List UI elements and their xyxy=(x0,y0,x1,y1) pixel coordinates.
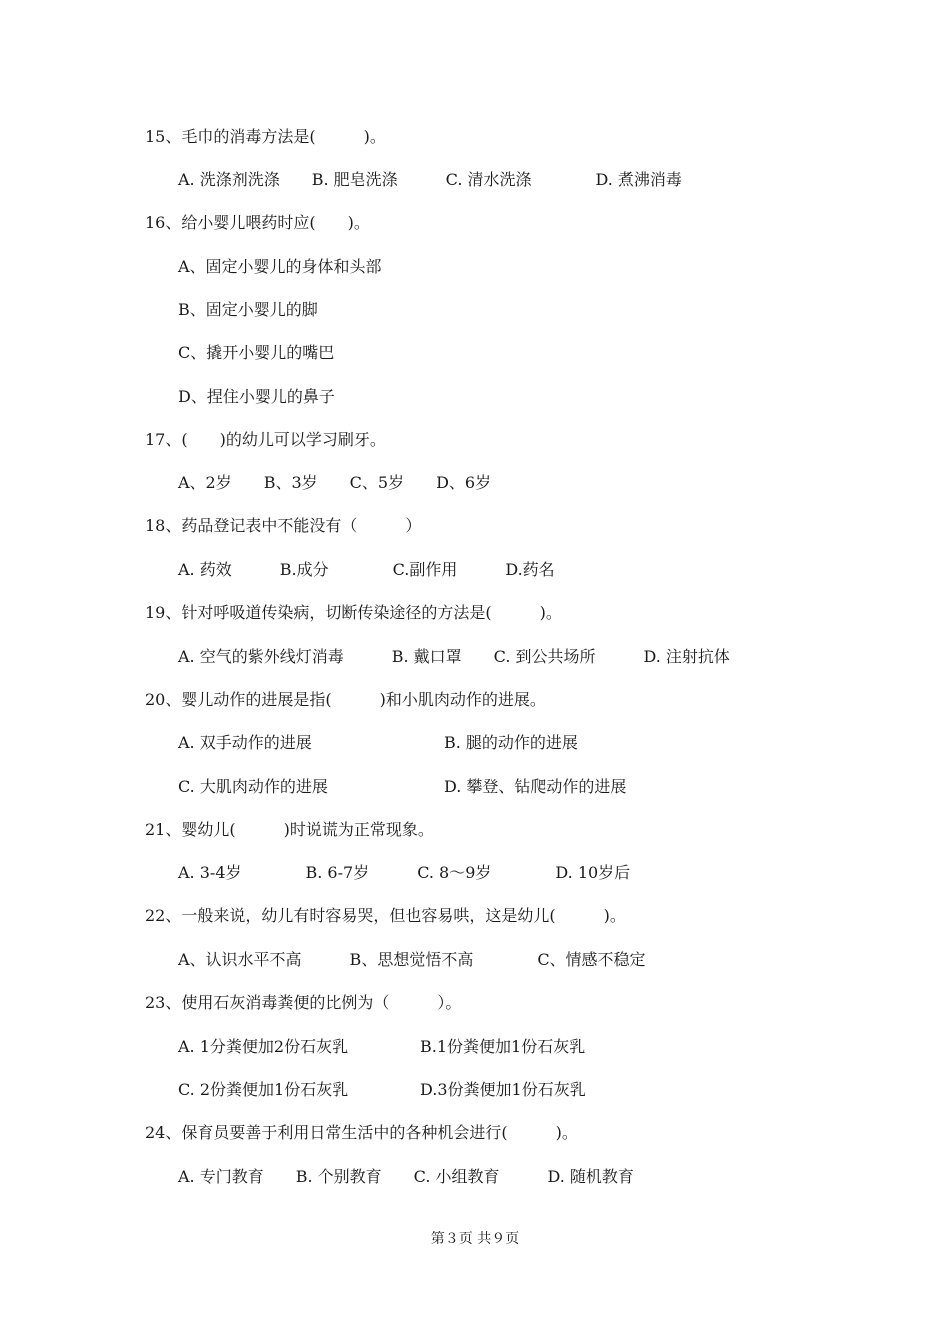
options-24: A. 专门教育 B. 个别教育 C. 小组教育 D. 随机教育 xyxy=(178,1167,634,1186)
option-16-b: B、固定小婴儿的脚 xyxy=(178,300,318,319)
question-19: 19、针对呼吸道传染病，切断传染途径的方法是( )。 xyxy=(145,603,562,622)
question-17: 17、( )的幼儿可以学习刷牙。 xyxy=(145,430,386,449)
question-23: 23、使用石灰消毒粪便的比例为（ ）。 xyxy=(145,993,462,1012)
option-16-c: C、撬开小婴儿的嘴巴 xyxy=(178,343,335,362)
options-17: A、2岁 B、3岁 C、5岁 D、6岁 xyxy=(178,473,492,492)
question-18: 18、药品登记表中不能没有（ ） xyxy=(145,516,422,535)
option-20-b: B. 腿的动作的进展 xyxy=(444,733,578,752)
question-16: 16、给小婴儿喂药时应( )。 xyxy=(145,213,370,232)
option-16-d: D、捏住小婴儿的鼻子 xyxy=(178,387,335,406)
options-19: A. 空气的紫外线灯消毒 B. 戴口罩 C. 到公共场所 D. 注射抗体 xyxy=(178,647,730,666)
option-20-a: A. 双手动作的进展 xyxy=(178,733,312,752)
options-18: A. 药效 B.成分 C.副作用 D.药名 xyxy=(178,560,555,579)
option-20-c: C. 大肌肉动作的进展 xyxy=(178,777,328,796)
option-20-d: D. 攀登、钻爬动作的进展 xyxy=(444,777,627,796)
question-22: 22、一般来说，幼儿有时容易哭，但也容易哄，这是幼儿( )。 xyxy=(145,906,626,925)
options-21: A. 3-4岁 B. 6-7岁 C. 8～9岁 D. 10岁后 xyxy=(178,863,631,882)
option-23-c: C. 2份粪便加1份石灰乳 xyxy=(178,1080,349,1099)
option-16-a: A、固定小婴儿的身体和头部 xyxy=(178,257,382,276)
question-21: 21、婴幼儿( )时说谎为正常现象。 xyxy=(145,820,434,839)
question-15: 15、毛巾的消毒方法是( )。 xyxy=(145,127,386,146)
question-24: 24、保育员要善于利用日常生活中的各种机会进行( )。 xyxy=(145,1123,578,1142)
option-23-d: D.3份粪便加1份石灰乳 xyxy=(420,1080,586,1099)
question-20: 20、婴儿动作的进展是指( )和小肌肉动作的进展。 xyxy=(145,690,546,709)
page-number-footer: 第３页 共９页 xyxy=(430,1231,520,1247)
options-22: A、认识水平不高 B、思想觉悟不高 C、情感不稳定 xyxy=(178,950,646,969)
option-23-a: A. 1分粪便加2份石灰乳 xyxy=(178,1037,349,1056)
option-23-b: B.1份粪便加1份石灰乳 xyxy=(420,1037,586,1056)
options-15: A. 洗涤剂洗涤 B. 肥皂洗涤 C. 清水洗涤 D. 煮沸消毒 xyxy=(178,170,682,189)
